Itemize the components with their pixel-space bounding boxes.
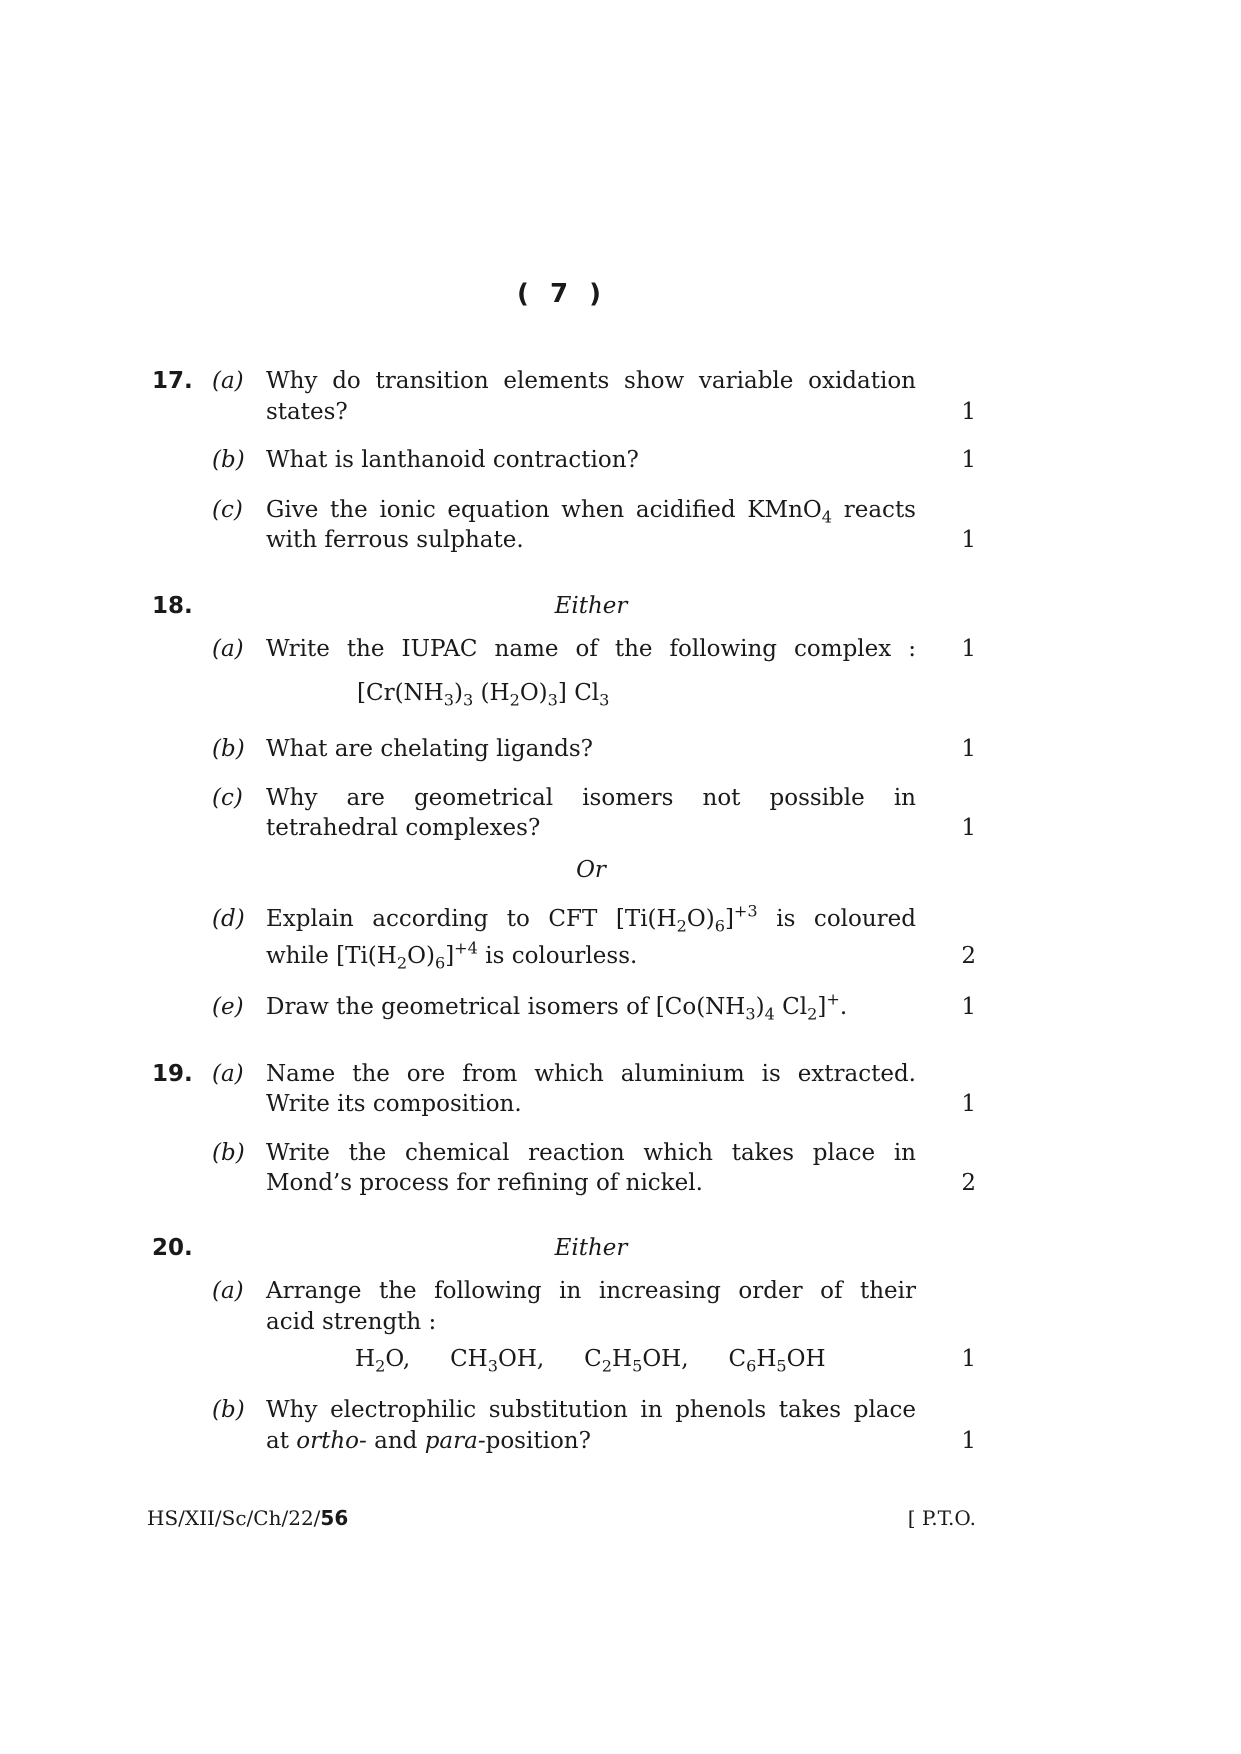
question-17-number: 17.	[152, 368, 193, 394]
page-number: ( 7 )	[517, 279, 607, 309]
q18-d-text-2: while $[Ti(H_2O)_6]^{+4}$ is colourless.	[266, 938, 638, 973]
footer-paper-code: HS/XII/Sc/Ch/22/56	[147, 1506, 349, 1530]
q17-b-mark: 1	[961, 447, 976, 473]
q18-a-mark: 1	[961, 636, 976, 662]
q18-c-text-1: Why are geometrical isomers not possible in	[266, 785, 916, 811]
question-20-number: 20.	[152, 1235, 193, 1261]
question-19-number: 19.	[152, 1061, 193, 1087]
q18-b-text: What are chelating ligands?	[266, 736, 593, 762]
q18-b-label: (b)	[212, 736, 245, 762]
q20-a-text-1: Arrange the following in increasing order of their	[266, 1278, 916, 1304]
q19-a-mark: 1	[961, 1091, 976, 1117]
q18-either: Either	[554, 593, 628, 619]
q17-a-mark: 1	[961, 399, 976, 425]
q19-b-text-2: Mond’s process for refining of nickel.	[266, 1170, 703, 1196]
q17-c-text-2: with ferrous sulphate.	[266, 527, 524, 553]
q20-a-formula: $H_2O$, $CH_3OH$, $C_2H_5OH$, $C_6H_5OH$	[355, 1346, 826, 1376]
q17-c-text-1: Give the ionic equation when acidified KMnO$_4$ reacts	[266, 497, 916, 527]
q20-a-text-2: acid strength :	[266, 1309, 437, 1335]
q17-c-mark: 1	[961, 527, 976, 553]
q18-or: Or	[576, 857, 606, 883]
q17-b-text: What is lanthanoid contraction?	[266, 447, 639, 473]
q20-a-mark: 1	[961, 1346, 976, 1372]
q18-b-mark: 1	[961, 736, 976, 762]
q17-a-text-1: Why do transition elements show variable oxidation	[266, 368, 916, 394]
question-18-number: 18.	[152, 593, 193, 619]
q20-b-text-1: Why electrophilic substitution in phenols takes place	[266, 1397, 916, 1423]
q18-c-mark: 1	[961, 815, 976, 841]
q20-either: Either	[554, 1235, 628, 1261]
q17-b-label: (b)	[212, 447, 245, 473]
q18-d-label: (d)	[212, 906, 245, 932]
q20-b-label: (b)	[212, 1397, 245, 1423]
q18-a-formula: [$Cr(NH_3)_3$ $(H_2O)_3$] $Cl_3$	[357, 680, 610, 710]
q18-d-text-1: Explain according to CFT $[Ti(H_2O)_6]^{+3}$ is coloured	[266, 901, 917, 936]
q17-a-label: (a)	[212, 368, 244, 394]
q18-e-label: (e)	[212, 994, 244, 1020]
q18-e-mark: 1	[961, 994, 976, 1020]
q19-a-label: (a)	[212, 1061, 244, 1087]
q18-d-mark: 2	[961, 943, 976, 969]
q20-a-label: (a)	[212, 1278, 244, 1304]
q19-b-text-1: Write the chemical reaction which takes place in	[266, 1140, 916, 1166]
q17-c-label: (c)	[212, 497, 243, 523]
q18-e-text: Draw the geometrical isomers of [$Co(NH_3)_4$ $Cl_2]^+$.	[266, 989, 848, 1024]
q18-c-text-2: tetrahedral complexes?	[266, 815, 541, 841]
q19-a-text-2: Write its composition.	[266, 1091, 522, 1117]
q19-a-text-1: Name the ore from which aluminium is extracted.	[266, 1061, 916, 1087]
q17-a-text-2: states?	[266, 399, 348, 425]
q19-b-label: (b)	[212, 1140, 245, 1166]
footer-pto: [ P.T.O.	[907, 1506, 976, 1530]
q19-b-mark: 2	[961, 1170, 976, 1196]
q18-c-label: (c)	[212, 785, 243, 811]
q20-b-text-2: at ortho- and para-position?	[266, 1428, 591, 1454]
q20-b-mark: 1	[961, 1428, 976, 1454]
q18-a-text: Write the IUPAC name of the following complex :	[266, 636, 916, 662]
q18-a-label: (a)	[212, 636, 244, 662]
